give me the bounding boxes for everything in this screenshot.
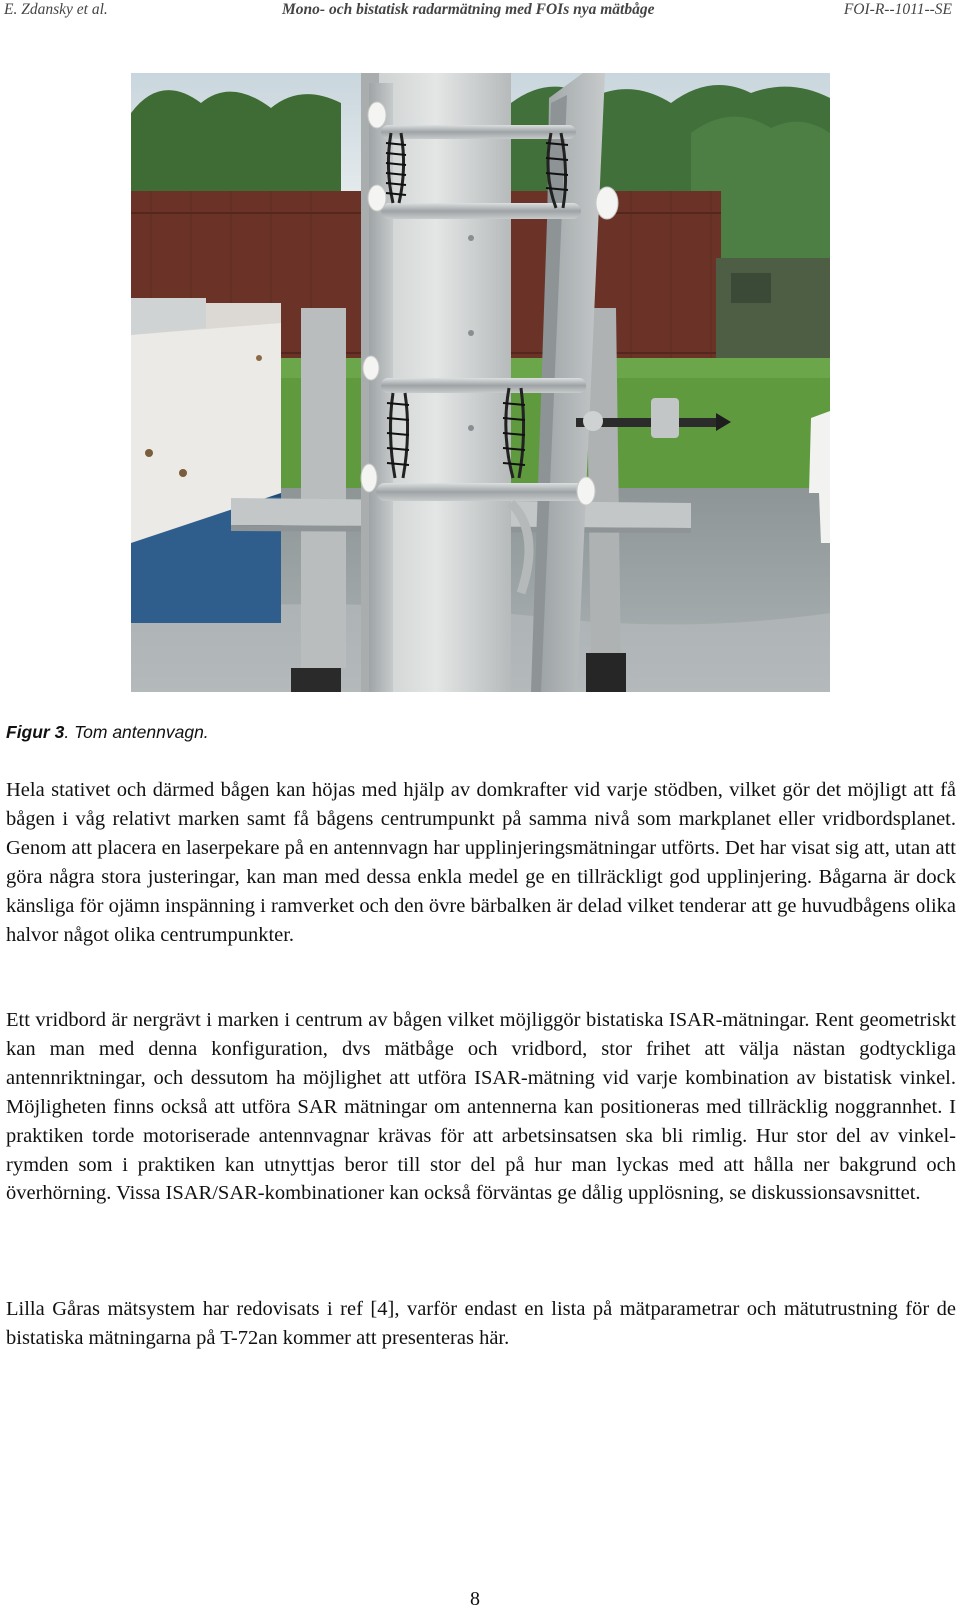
header-title: Mono- och bistatisk radarmätning med FOIs nya mätbåge (282, 1, 655, 18)
page-number: 8 (470, 1588, 480, 1610)
figure-caption (6, 722, 209, 743)
figure-caption-text: . Tom antennvagn. (64, 722, 209, 742)
body-paragraph-3: Lilla Gåras mätsystem har redovisats i ref [4], varför endast en lista på mätparametrar och mätutrustning för de bistatiska mätningarna på T-72an kommer att presenteras här. (6, 1298, 956, 1349)
figure-label: Figur 3 (6, 722, 65, 742)
body-paragraph-1: Hela stativet och därmed bågen kan höjas med hjälp av domkrafter vid varje stödben, vilket gör det möjligt att få bågen i våg relativt marken samt få bågens centrumpunkt på samma nivå som markplanet eller vridbordsplanet. Genom att placera en laserpekare på en antennvagn har upplinjeringsmätningar utförts. Det har visat sig att, utan att göra några stora justeringar, kan man med dessa enkla medel ge en tillräckligt god upplinjering. Bågarna är dock känsliga för ojämn inspänning i ramverket och den övre bärbalken är delad vilket tenderar att ge huvudbågens olika halvor något olika centrumpunkter. (6, 779, 956, 946)
header-report-number: FOI-R--1011--SE (843, 1, 952, 18)
header-authors: E. Zdansky et al. (4, 1, 108, 18)
figure-photo-antenna-cart (131, 73, 830, 692)
running-header (0, 0, 960, 24)
body-paragraph-2: Ett vridbord är nergrävt i marken i centrum av bågen vilket möjliggör bistatiska ISAR-mätningar. Rent geometriskt kan man med denna konfiguration, dvs mätbåge och vridbord, stor frihet att välja nästan godtyckliga antennriktningar, och dessutom ha möjlighet att utföra ISAR-mätning vid varje kombination av bistatisk vinkel. Möjligheten finns också att utföra SAR mätningar om antennerna kan positioneras med tillräcklig noggrannhet. I praktiken torde motoriserade antennvagnar krävas för att arbetsinsatsen ska bli rimlig. Hur stor del av vinkelrymden som i praktiken kan utnyttjas beror till stor del på hur man lyckas med att hålla ner bakgrund och överhörning. Vissa ISAR/SAR-kombinationer kan också förväntas ge dålig upplösning, se diskussionsavsnittet. (6, 1009, 956, 1205)
antenna-cart-illustration (131, 73, 830, 692)
